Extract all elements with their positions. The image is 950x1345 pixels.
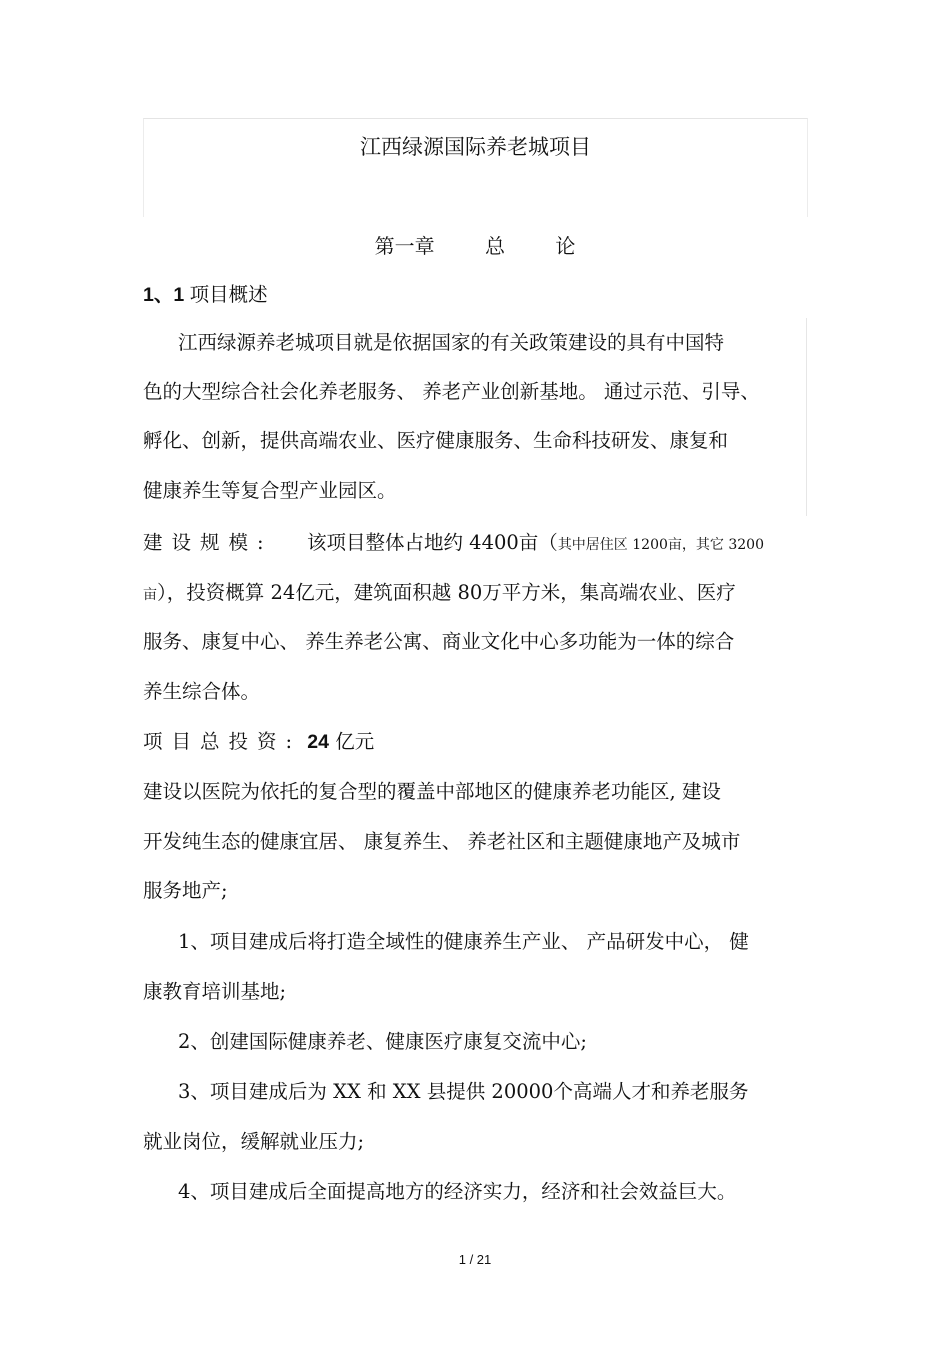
scale-note-end: 亩 [143,587,157,603]
investment-amount: 24 [307,731,329,753]
chapter-word-1: 总 [485,234,505,258]
scale-line: 服务、康复中心、 养生养老公寓、商业文化中心多功能为一体的综合 [143,630,735,653]
overview-line: 孵化、创新，提供高端农业、医疗健康服务、生命科技研发、康复和 [143,429,729,452]
overview-line: 健康养生等复合型产业园区。 [143,479,397,502]
list-item: 4、项目建成后全面提高地方的经济实力，经济和社会效益巨大。 [178,1180,737,1203]
scale-text: 该项目整体占地约 4400亩（ [306,531,558,554]
build-line: 服务地产; [143,879,228,902]
investment-line [143,729,374,755]
build-line: 建设以医院为依托的复合型的覆盖中部地区的健康养老功能区, 建设 [143,780,721,803]
list-item: 2、创建国际健康养老、健康医疗康复交流中心; [178,1030,587,1053]
scale-note: 其中居住区 1200亩，其它 3200 [557,537,764,553]
chapter-word-2: 论 [555,234,576,258]
chapter-heading [0,230,950,259]
scale-line [143,580,736,608]
overview-line: 江西绿源养老城项目就是依据国家的有关政策建设的具有中国特 [178,331,725,354]
list-item: 康教育培训基地; [143,980,287,1003]
section-heading [143,282,268,308]
chapter-number: 第一章 [374,234,435,258]
list-item: 1、项目建成后将打造全域性的健康养生产业、 产品研发中心， 健 [178,930,749,953]
list-item: 3、项目建成后为 XX 和 XX 县提供 20000个高端人才和养老服务 [178,1080,749,1103]
list-item: 就业岗位，缓解就业压力; [143,1130,365,1153]
scale-line [143,530,764,558]
overview-line: 色的大型综合社会化养老服务、 养老产业创新基地。 通过示范、引导、 [143,380,760,403]
investment-unit: 亿元 [335,730,375,753]
build-line: 开发纯生态的健康宜居、 康复养生、 养老社区和主题健康地产及城市 [143,830,741,853]
scale-text-line: ），投资概算 24亿元，建筑面积越 80万平方米，集高端农业、医疗 [157,581,736,604]
investment-label: 项目总投资: [143,730,302,753]
document-title: 江西绿源国际养老城项目 [360,135,591,159]
section-number: 1、1 [143,284,185,306]
scale-line: 养生综合体。 [143,680,261,703]
title-box [143,118,808,217]
scale-label: 建设规模: [143,531,273,554]
page-number: 1 / 21 [458,1252,492,1267]
section-label: 项目概述 [189,283,268,306]
